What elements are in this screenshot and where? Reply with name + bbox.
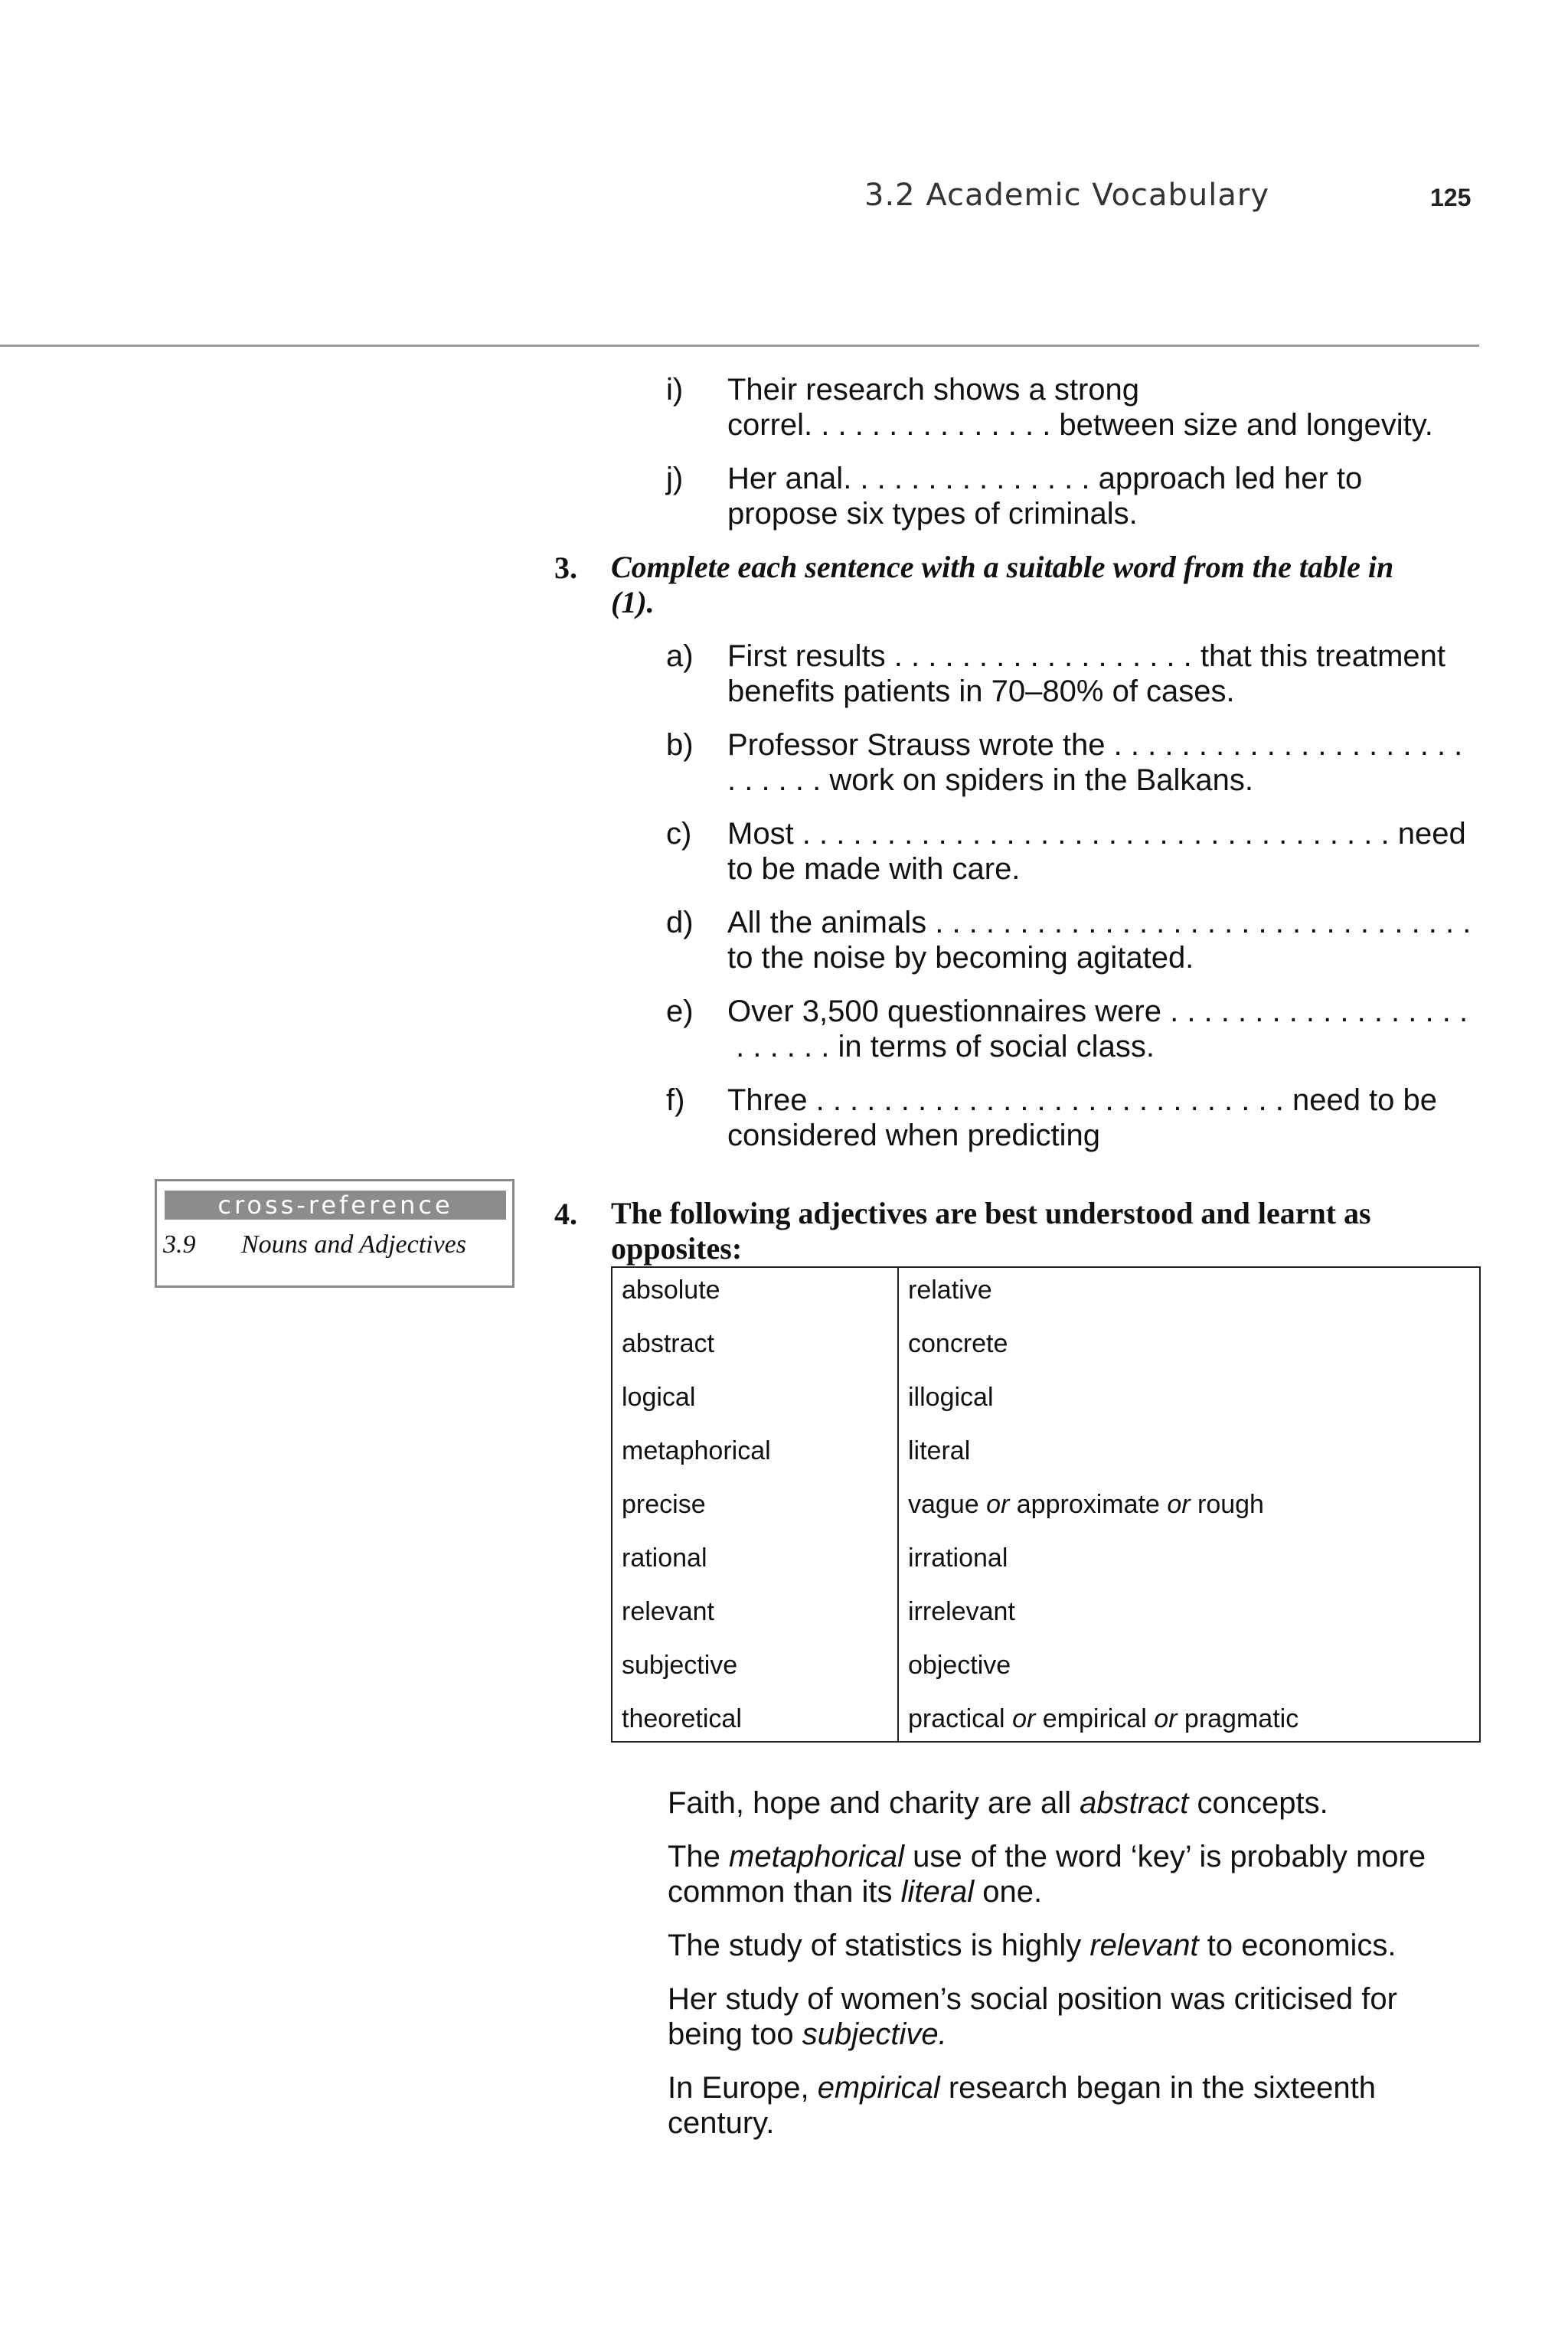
table-cell: literal	[908, 1436, 971, 1465]
item-label: c)	[666, 817, 692, 851]
table-row	[612, 1589, 1479, 1643]
text-run: or	[1167, 1490, 1191, 1519]
table-row	[612, 1697, 1479, 1750]
item-label: j)	[666, 462, 684, 495]
item-label: a)	[666, 639, 694, 673]
exercise-instruction	[611, 550, 1468, 620]
sentence-line	[668, 1928, 1502, 1963]
table-cell: precise	[622, 1490, 706, 1519]
text-run: or	[986, 1490, 1010, 1519]
item-line: Three . . . . . . . . . . . . . . . . . . . . . . . . . . . . need to be	[727, 1083, 1438, 1117]
table-row	[612, 1268, 1479, 1321]
opposites-table	[611, 1266, 1481, 1743]
item-line: Most . . . . . . . . . . . . . . . . . . . . . . . . . . . . . . . . . . . need	[727, 817, 1466, 851]
text-run: vague	[908, 1490, 987, 1519]
cross-reference-title: cross-reference	[165, 1191, 506, 1220]
text-run: use of the word ‘key’ is probably more	[904, 1840, 1426, 1873]
instruction-line: opposites:	[611, 1231, 743, 1266]
item-label: f)	[666, 1083, 685, 1117]
table-cell: objective	[908, 1651, 1011, 1680]
item-label: e)	[666, 995, 694, 1028]
text-run: being too	[668, 2017, 802, 2051]
text-run: literal	[900, 1875, 975, 1909]
text-run: or	[1154, 1704, 1178, 1733]
table-cell: theoretical	[622, 1704, 742, 1733]
sentence-line	[668, 2017, 1502, 2052]
table-row	[612, 1321, 1479, 1375]
sentence-line	[668, 1874, 1502, 1909]
table-row	[612, 1643, 1479, 1697]
exercise-number: 3.	[554, 550, 577, 585]
example-sentence	[668, 1785, 1502, 1821]
table-row	[612, 1482, 1479, 1536]
table-cell: metaphorical	[622, 1436, 771, 1465]
item-line: considered when predicting	[727, 1119, 1100, 1152]
text-run: The study of statistics is highly	[668, 1929, 1090, 1962]
item-line: First results . . . . . . . . . . . . . . . . . . that this treatment	[727, 639, 1446, 673]
text-run: pragmatic	[1177, 1704, 1299, 1733]
text-run: rough	[1190, 1490, 1264, 1519]
exercise-instruction	[611, 1196, 1468, 1266]
item-line: . . . . . . in terms of social class.	[727, 1030, 1155, 1063]
text-run: Faith, hope and charity are all	[668, 1786, 1080, 1820]
sentence-line	[668, 1839, 1502, 1874]
text-run: common than its	[668, 1875, 901, 1909]
text-run: The	[668, 1840, 730, 1873]
text-run: In Europe,	[668, 2071, 818, 2105]
text-run: metaphorical	[729, 1840, 905, 1873]
exercise-number: 4.	[554, 1197, 577, 1231]
table-cell: irrational	[908, 1544, 1008, 1573]
example-sentence	[668, 2070, 1502, 2141]
item-line: benefits patients in 70–80% of cases.	[727, 675, 1235, 708]
item-line: propose six types of criminals.	[727, 497, 1138, 531]
item-line: correl. . . . . . . . . . . . . . . between size and longevity.	[727, 408, 1433, 442]
instruction-line: (1).	[611, 585, 655, 619]
cross-reference-box	[155, 1179, 514, 1288]
item-line: Over 3,500 questionnaires were . . . . . . . . . . . . . . . . . .	[727, 995, 1468, 1028]
item-line: . . . . . . work on spiders in the Balkans.	[727, 763, 1253, 797]
table-row	[612, 1536, 1479, 1589]
table-cell: illogical	[908, 1383, 994, 1412]
text-run: to economics.	[1198, 1929, 1396, 1962]
table-cell: absolute	[622, 1276, 720, 1305]
sentence-line: Her study of women’s social position was criticised for	[668, 1982, 1397, 2016]
sentence-line: century.	[668, 2106, 775, 2140]
text-run: approximate	[1009, 1490, 1168, 1519]
text-run: practical	[908, 1704, 1013, 1733]
item-line: Professor Strauss wrote the . . . . . . . . . . . . . . . . . . . . .	[727, 728, 1463, 762]
text-run: empirical	[1035, 1704, 1155, 1733]
text-run: subjective.	[802, 2017, 947, 2051]
text-run: abstract	[1080, 1786, 1189, 1820]
header-rule	[0, 345, 1479, 347]
sentence-line	[668, 2070, 1502, 2105]
table-cell	[908, 1704, 1298, 1734]
table-cell: logical	[622, 1383, 696, 1412]
table-cell: relative	[908, 1276, 992, 1305]
table-cell: relevant	[622, 1597, 714, 1626]
item-line: to the noise by becoming agitated.	[727, 941, 1194, 975]
text-run: concepts.	[1188, 1786, 1328, 1820]
text-run: one.	[974, 1875, 1043, 1909]
item-line: Her anal. . . . . . . . . . . . . . . approach led her to	[727, 462, 1363, 495]
example-sentence	[668, 1928, 1502, 1963]
table-cell: irrelevant	[908, 1597, 1015, 1626]
sentence-line	[668, 1785, 1502, 1821]
table-row	[612, 1429, 1479, 1482]
running-head: 3.2 Academic Vocabulary	[864, 178, 1269, 213]
table-cell: abstract	[622, 1329, 714, 1358]
item-line: All the animals . . . . . . . . . . . . . . . . . . . . . . . . . . . . . . . .	[727, 906, 1472, 939]
item-label: b)	[666, 728, 694, 762]
text-run: or	[1012, 1704, 1036, 1733]
table-cell	[908, 1490, 1264, 1520]
table-row	[612, 1375, 1479, 1429]
item-label: d)	[666, 906, 694, 939]
table-cell: rational	[622, 1544, 707, 1573]
example-sentence	[668, 1839, 1502, 1909]
instruction-line: Complete each sentence with a suitable word from the table in	[611, 550, 1394, 584]
table-cell: subjective	[622, 1651, 738, 1680]
item-line: Their research shows a strong	[727, 373, 1140, 407]
cross-reference-number: 3.9	[163, 1230, 196, 1259]
item-line: to be made with care.	[727, 852, 1021, 886]
table-cell: concrete	[908, 1329, 1008, 1358]
instruction-line: The following adjectives are best understood and learnt as	[611, 1196, 1371, 1230]
text-run: empirical	[817, 2071, 940, 2105]
item-label: i)	[666, 373, 684, 407]
example-sentence	[668, 1981, 1502, 2052]
page-number: 125	[1430, 184, 1472, 211]
text-run: research began in the sixteenth	[939, 2071, 1376, 2105]
text-run: relevant	[1089, 1929, 1199, 1962]
cross-reference-text: Nouns and Adjectives	[241, 1230, 466, 1259]
